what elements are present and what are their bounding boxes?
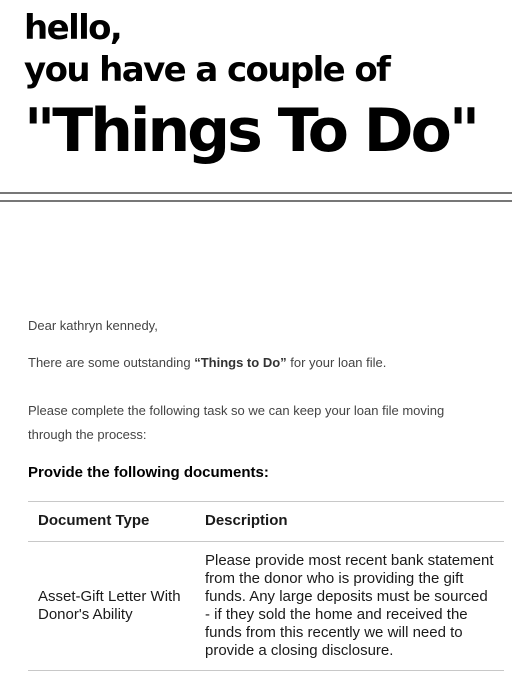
intro-text <box>28 351 488 375</box>
headline-title: "Things To Do" <box>24 96 478 166</box>
table-row <box>28 542 504 671</box>
column-header-document-type: Document Type <box>28 502 195 542</box>
documents-table <box>28 501 504 671</box>
things-to-do-emphasis: “Things to Do” <box>194 355 287 370</box>
instructions-text: Please complete the following task so we can keep your loan file moving through the process: <box>28 403 445 442</box>
headline-subtitle: you have a couple of <box>24 50 390 90</box>
greeting-text: Dear kathryn kennedy, <box>28 318 158 333</box>
column-header-description: Description <box>195 502 504 542</box>
document-type-cell: Asset-Gift Letter With Donor's Ability <box>28 542 195 671</box>
email-header <box>0 0 512 192</box>
header-divider-bottom <box>0 200 512 202</box>
documents-section-heading: Provide the following documents: <box>28 464 269 481</box>
intro-text-start: There are some outstanding <box>28 355 195 370</box>
header-divider-top <box>0 192 512 194</box>
intro-text-end: for your loan file. <box>286 355 387 370</box>
headline-greeting: hello, <box>24 8 122 48</box>
table-header-row <box>28 502 504 542</box>
description-cell: Please provide most recent bank statement from the donor who is providing the gift funds. Any large deposits must be sourced - if they sold the home and received the funds from this recently we will need to provide a closing disclosure. <box>195 542 504 671</box>
